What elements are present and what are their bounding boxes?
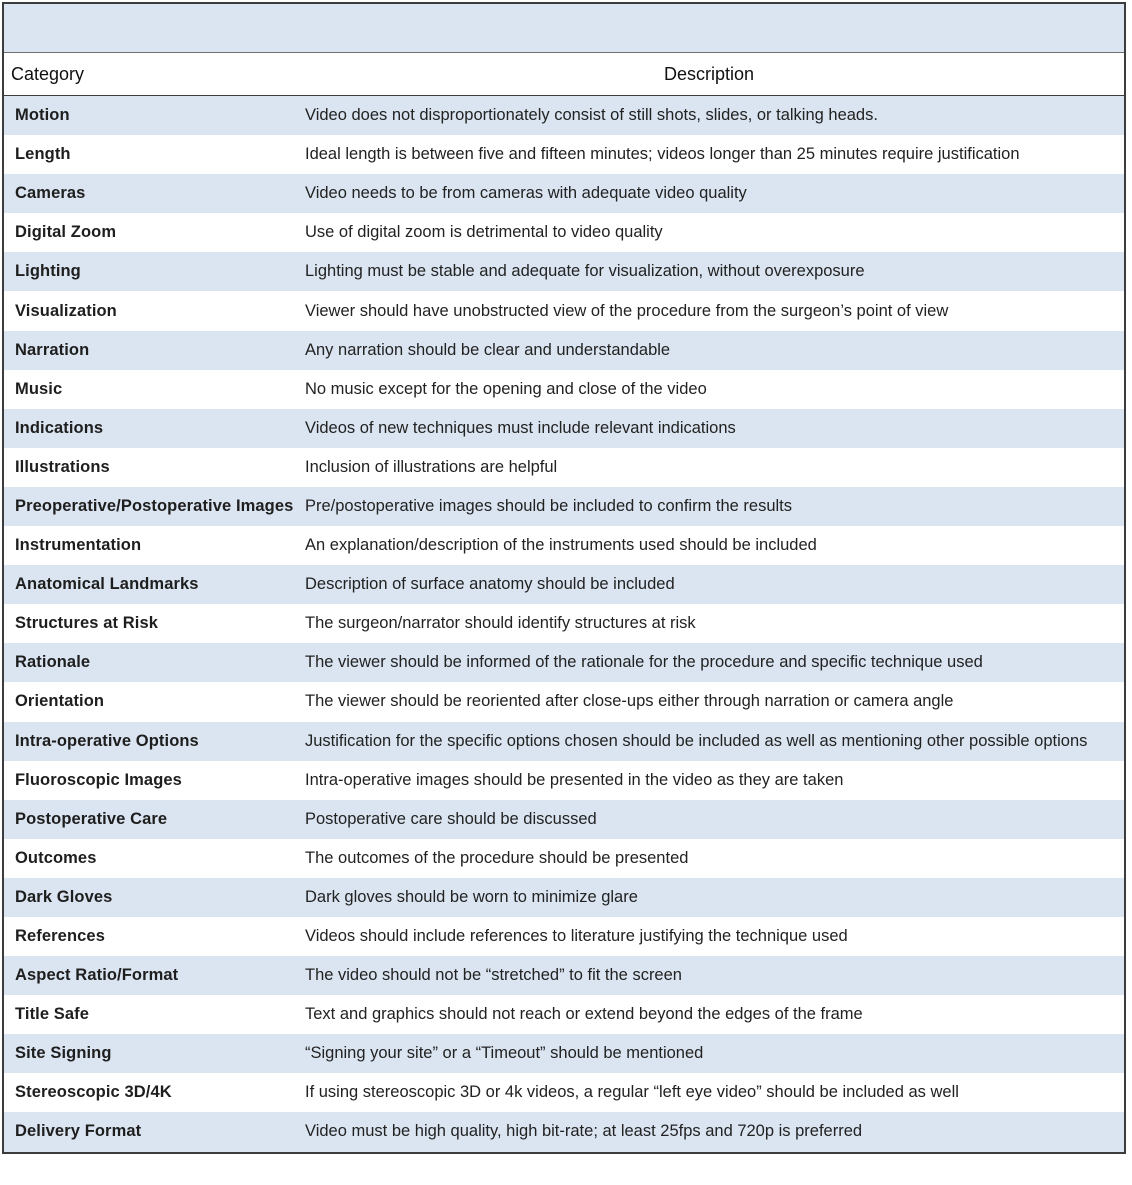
- row-description: Videos of new techniques must include relevant indications: [305, 418, 736, 437]
- table-row: [4, 682, 1124, 721]
- row-description: Lighting must be stable and adequate for visualization, without overexposure: [305, 262, 865, 281]
- table-row: [4, 839, 1124, 878]
- row-category: Dark Gloves: [15, 887, 113, 906]
- row-description: Video must be high quality, high bit-rate; at least 25fps and 720p is preferred: [305, 1122, 863, 1141]
- table-row: [4, 1112, 1124, 1151]
- row-description: Description of surface anatomy should be included: [305, 575, 675, 594]
- row-category: Length: [15, 145, 71, 164]
- row-category: Anatomical Landmarks: [15, 575, 199, 594]
- table-row: [4, 291, 1124, 330]
- row-category: Music: [15, 379, 63, 398]
- row-category: Motion: [15, 106, 70, 125]
- row-description: “Signing your site” or a “Timeout” should be mentioned: [305, 1044, 704, 1063]
- row-category: Visualization: [15, 301, 117, 320]
- row-description: If using stereoscopic 3D or 4k videos, a regular “left eye video” should be included as well: [305, 1083, 959, 1102]
- table-row: [4, 995, 1124, 1034]
- row-description: No music except for the opening and close of the video: [305, 379, 707, 398]
- row-description: The video should not be “stretched” to fit the screen: [305, 966, 682, 985]
- table-row: [4, 761, 1124, 800]
- table-row: [4, 917, 1124, 956]
- row-description: Text and graphics should not reach or extend beyond the edges of the frame: [305, 1005, 863, 1024]
- row-description: Pre/postoperative images should be included to confirm the results: [305, 496, 793, 515]
- row-description: Viewer should have unobstructed view of the procedure from the surgeon’s point of view: [305, 301, 949, 320]
- row-description: Use of digital zoom is detrimental to video quality: [305, 223, 663, 242]
- table-title-bar: [4, 4, 1124, 53]
- row-description: Any narration should be clear and understandable: [305, 340, 671, 359]
- table-row: [4, 487, 1124, 526]
- row-description: The viewer should be reoriented after close-ups either through narration or camera angle: [305, 692, 954, 711]
- table-row: [4, 526, 1124, 565]
- row-category: Outcomes: [15, 848, 97, 867]
- table-row: [4, 1034, 1124, 1073]
- row-description: Ideal length is between five and fifteen minutes; videos longer than 25 minutes require justification: [305, 145, 1020, 164]
- row-category: Preoperative/Postoperative Images: [15, 496, 294, 515]
- row-description: An explanation/description of the instruments used should be included: [305, 536, 817, 555]
- table-row: [4, 448, 1124, 487]
- table-row: [4, 800, 1124, 839]
- header-description: Description: [663, 63, 755, 84]
- table-row: [4, 722, 1124, 761]
- table-row: [4, 1073, 1124, 1112]
- row-category: Fluoroscopic Images: [15, 770, 182, 789]
- table-row: [4, 956, 1124, 995]
- row-description: Inclusion of illustrations are helpful: [305, 457, 558, 476]
- table-row: [4, 409, 1124, 448]
- row-category: Digital Zoom: [15, 223, 117, 242]
- row-description: Dark gloves should be worn to minimize glare: [305, 887, 638, 906]
- table-row: [4, 565, 1124, 604]
- row-description: Intra-operative images should be presented in the video as they are taken: [305, 770, 844, 789]
- row-description: Videos should include references to literature justifying the technique used: [305, 927, 848, 946]
- header-category: Category: [11, 63, 85, 84]
- row-description: The viewer should be informed of the rationale for the procedure and specific technique used: [305, 653, 983, 672]
- row-description: The surgeon/narrator should identify structures at risk: [305, 614, 696, 633]
- row-category: Indications: [15, 418, 104, 437]
- criteria-table: [2, 2, 1126, 1154]
- table-row: [4, 643, 1124, 682]
- row-category: Cameras: [15, 184, 86, 203]
- row-category: Site Signing: [15, 1044, 112, 1063]
- table-row: [4, 331, 1124, 370]
- table-body: [4, 96, 1124, 1152]
- row-category: Rationale: [15, 653, 91, 672]
- table-row: [4, 370, 1124, 409]
- row-category: Illustrations: [15, 457, 110, 476]
- row-category: Aspect Ratio/Format: [15, 966, 179, 985]
- row-description: Justification for the specific options chosen should be included as well as mentioning other possible options: [305, 731, 1088, 750]
- row-category: Title Safe: [15, 1005, 90, 1024]
- row-category: Postoperative Care: [15, 809, 168, 828]
- row-category: References: [15, 927, 105, 946]
- row-description: The outcomes of the procedure should be presented: [305, 848, 689, 867]
- row-category: Instrumentation: [15, 536, 142, 555]
- row-category: Narration: [15, 340, 90, 359]
- row-category: Structures at Risk: [15, 614, 159, 633]
- row-category: Delivery Format: [15, 1122, 142, 1141]
- table-header-row: [4, 53, 1124, 96]
- row-category: Lighting: [15, 262, 81, 281]
- row-category: Orientation: [15, 692, 105, 711]
- table-row: [4, 96, 1124, 135]
- table-row: [4, 604, 1124, 643]
- row-description: Postoperative care should be discussed: [305, 809, 597, 828]
- table-row: [4, 878, 1124, 917]
- table-row: [4, 174, 1124, 213]
- table-row: [4, 135, 1124, 174]
- row-description: Video does not disproportionately consist of still shots, slides, or talking heads.: [305, 106, 878, 125]
- row-category: Stereoscopic 3D/4K: [15, 1083, 172, 1102]
- table-row: [4, 213, 1124, 252]
- row-category: Intra-operative Options: [15, 731, 199, 750]
- row-description: Video needs to be from cameras with adequate video quality: [305, 184, 747, 203]
- table-row: [4, 252, 1124, 291]
